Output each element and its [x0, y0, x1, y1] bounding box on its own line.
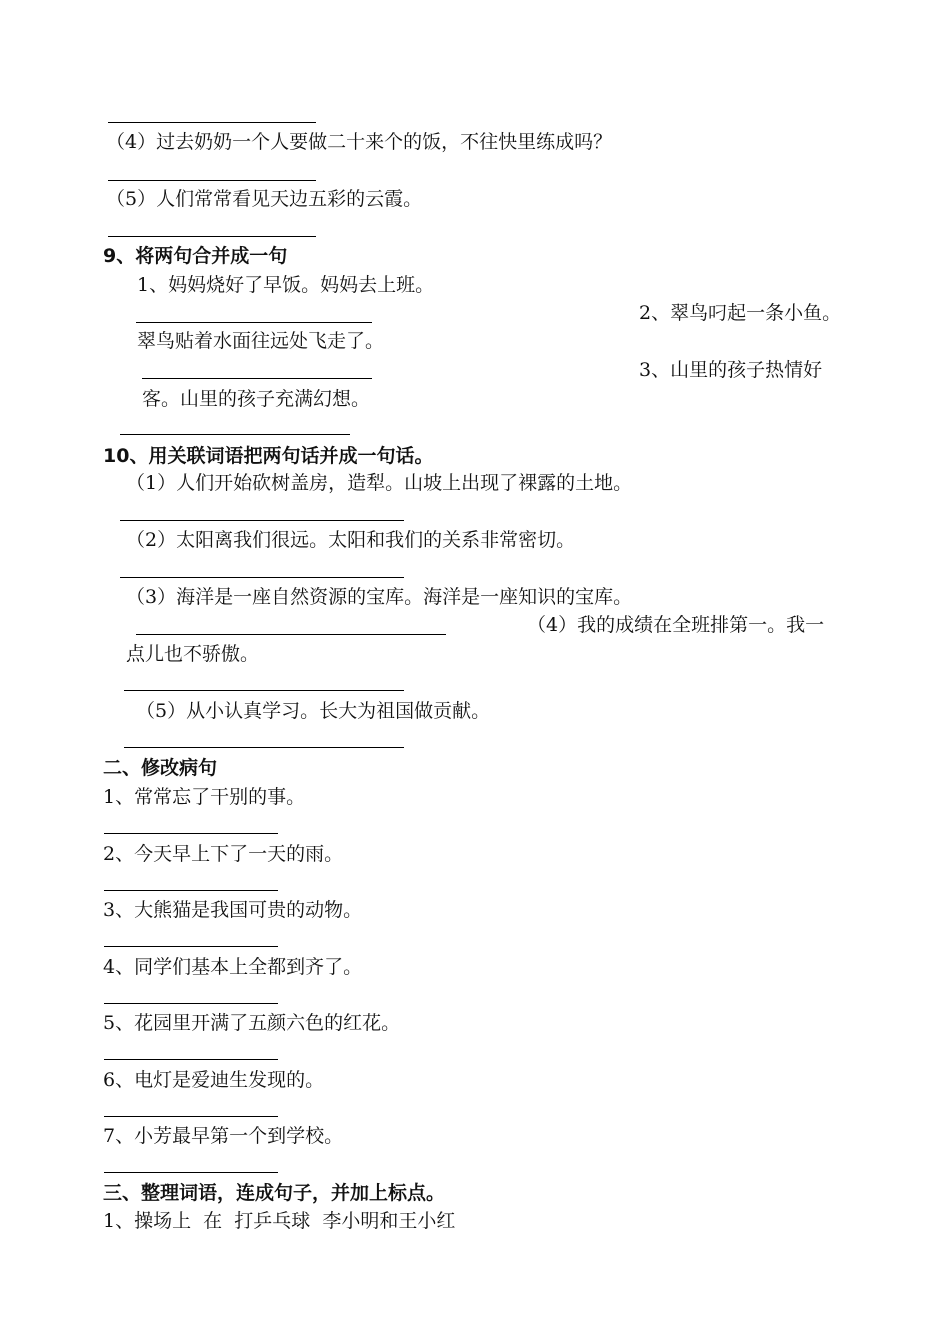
- sec2-item-7: 7、小芳最早第一个到学校。: [103, 1125, 344, 1147]
- q10-item-2: （2）太阳离我们很远。太阳和我们的关系非常密切。: [126, 529, 576, 551]
- q9-heading: 9、将两句合并成一句: [103, 245, 288, 267]
- answer-line[interactable]: [108, 236, 316, 237]
- q10-item-4-end: 点儿也不骄傲。: [126, 643, 260, 665]
- q9-item-1: 1、妈妈烧好了早饭。妈妈去上班。: [137, 274, 435, 296]
- answer-line[interactable]: [104, 1003, 278, 1004]
- sec2-item-6: 6、电灯是爱迪生发现的。: [103, 1069, 325, 1091]
- sec2-item-3: 3、大熊猫是我国可贵的动物。: [103, 899, 363, 921]
- q9-item-3-end: 客。山里的孩子充满幻想。: [142, 388, 371, 410]
- answer-line[interactable]: [104, 1116, 278, 1117]
- answer-line[interactable]: [108, 180, 316, 181]
- section-3-heading: 三、整理词语，连成句子，并加上标点。: [103, 1182, 446, 1204]
- q9-item-2-end: 翠鸟贴着水面往远处飞走了。: [137, 330, 385, 352]
- answer-line[interactable]: [104, 890, 278, 891]
- sec2-item-1: 1、常常忘了干别的事。: [103, 786, 306, 808]
- answer-line[interactable]: [124, 747, 404, 748]
- q9-item-3-start: 3、山里的孩子热情好: [639, 359, 823, 381]
- answer-line[interactable]: [104, 1172, 278, 1173]
- answer-line[interactable]: [104, 833, 278, 834]
- sec3-item-1: 1、操场上 在 打乒乓球 李小明和王小红: [103, 1210, 456, 1232]
- sentence-5: （5）人们常常看见天边五彩的云霞。: [106, 188, 423, 210]
- answer-line[interactable]: [104, 1059, 278, 1060]
- q10-item-3: （3）海洋是一座自然资源的宝库。海洋是一座知识的宝库。: [126, 586, 633, 608]
- answer-line[interactable]: [120, 434, 350, 435]
- q9-item-2-start: 2、翠鸟叼起一条小鱼。: [639, 302, 842, 324]
- q10-item-1: （1）人们开始砍树盖房，造犁。山坡上出现了裸露的土地。: [126, 472, 633, 494]
- sec2-item-5: 5、花园里开满了五颜六色的红花。: [103, 1012, 401, 1034]
- answer-line[interactable]: [104, 946, 278, 947]
- answer-line[interactable]: [136, 634, 446, 635]
- sec2-item-2: 2、今天早上下了一天的雨。: [103, 843, 344, 865]
- sentence-4: （4）过去奶奶一个人要做二十来个的饭，不往快里练成吗？: [106, 131, 613, 153]
- section-2-heading: 二、修改病句: [103, 757, 218, 779]
- q10-item-5: （5）从小认真学习。长大为祖国做贡献。: [136, 700, 491, 722]
- answer-line[interactable]: [136, 322, 372, 323]
- sec2-item-4: 4、同学们基本上全都到齐了。: [103, 956, 363, 978]
- answer-line[interactable]: [120, 577, 404, 578]
- answer-line[interactable]: [108, 122, 316, 123]
- answer-line[interactable]: [142, 378, 372, 379]
- q10-heading: 10、用关联词语把两句话并成一句话。: [103, 445, 434, 467]
- answer-line[interactable]: [124, 690, 404, 691]
- q10-item-4-start: （4）我的成绩在全班排第一。我一: [527, 614, 825, 636]
- answer-line[interactable]: [120, 520, 404, 521]
